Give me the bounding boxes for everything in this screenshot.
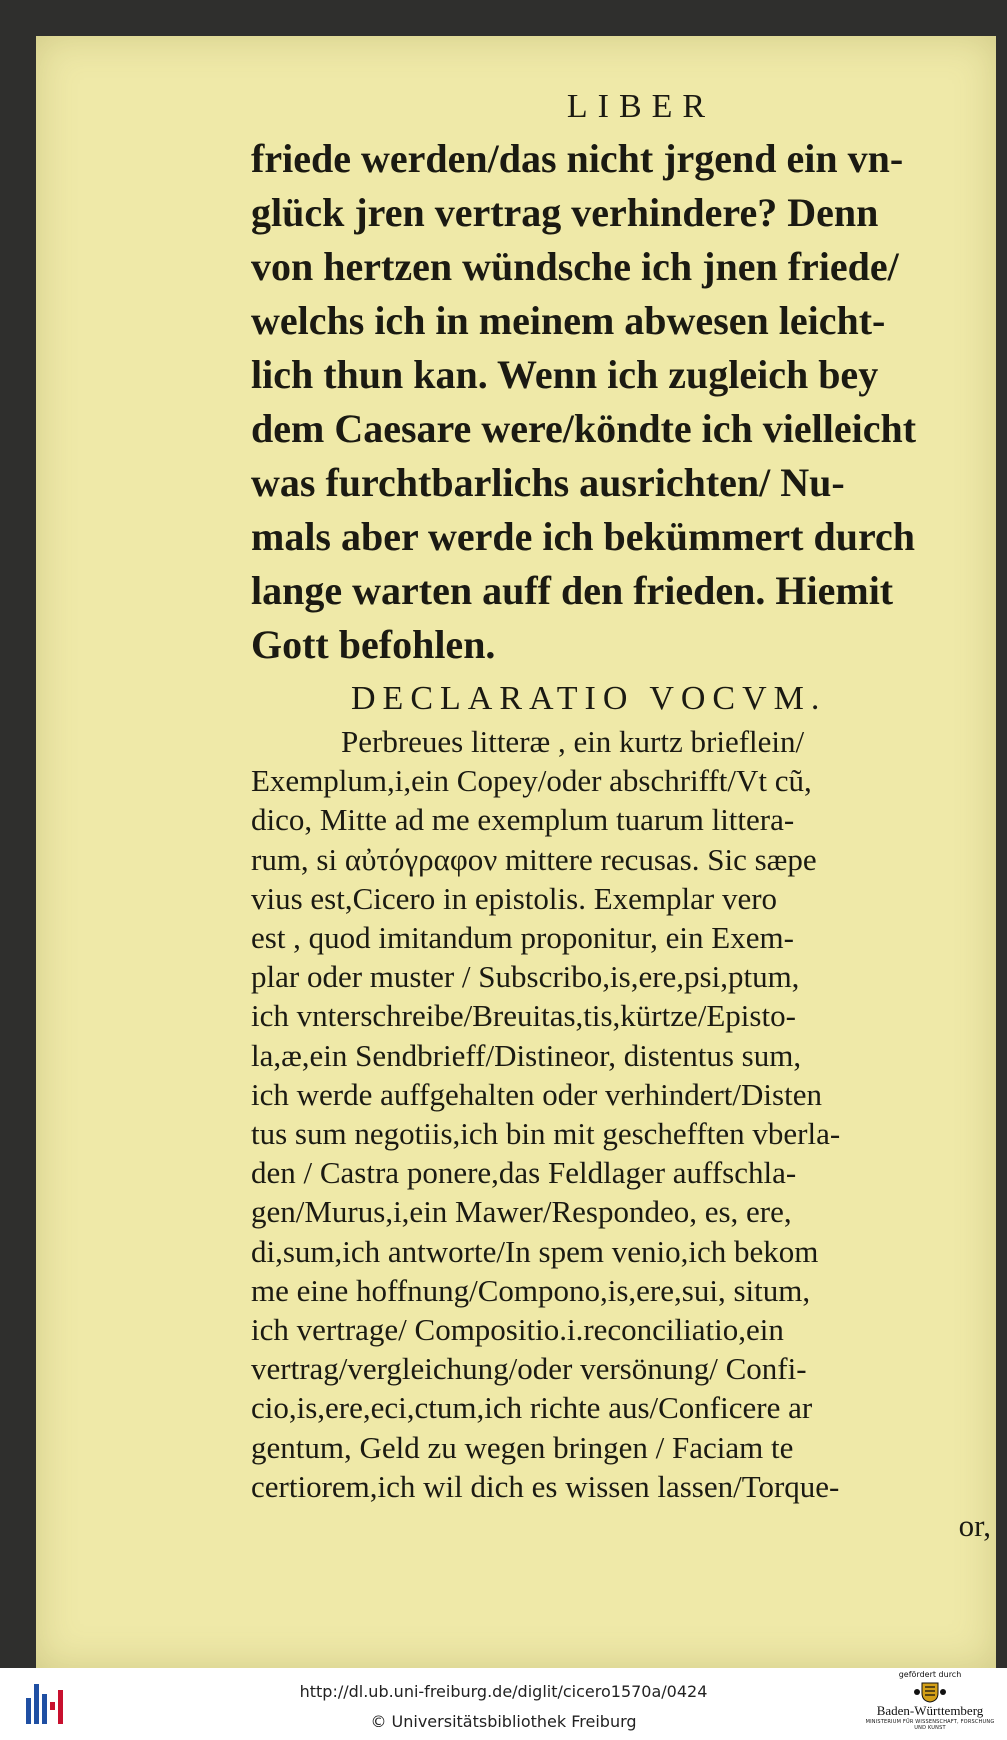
gothic-line: was furchtbarlichs ausrichten/ Nu- (251, 460, 845, 505)
text-line: ich werde auffgehalten oder verhindert/Disten (251, 1076, 822, 1112)
gothic-line: mals aber werde ich bekümmert durch (251, 514, 916, 559)
text-line: den / Castra ponere,das Feldlager auffschla- (251, 1155, 797, 1191)
text-line: ich vnterschreibe/Breuitas,tis,kürtze/Episto- (251, 998, 796, 1034)
sponsor-label: gefördert durch (898, 1670, 962, 1679)
gothic-letter-text (251, 132, 1007, 672)
text-line: est , quod imitandum proponitur, ein Exem- (251, 920, 794, 956)
text-line: plar oder muster / Subscribo,is,ere,psi,ptum, (251, 959, 800, 995)
baden-wuerttemberg-crest-icon (913, 1681, 947, 1703)
text-line: vius est,Cicero in epistolis. Exemplar vero (251, 880, 778, 916)
text-line: or, (958, 1508, 991, 1544)
sponsor-ministry: MINISTERIUM FÜR WISSENSCHAFT, FORSCHUNG UND KUNST (865, 1719, 995, 1731)
gothic-line: friede werden/das nicht jrgend ein vn- (251, 136, 904, 181)
text-line: dico, Mitte ad me exemplum tuarum littera- (251, 802, 795, 838)
document-url-link[interactable]: http://dl.ub.uni-freiburg.de/diglit/cicero1570a/0424 (299, 1682, 708, 1701)
text-line: cio,is,ere,eci,ctum,ich richte aus/Conficere ar (251, 1390, 813, 1426)
text-line: di,sum,ich antworte/In spem venio,ich bekom (251, 1233, 819, 1269)
copyright-notice: © Universitätsbibliothek Freiburg (370, 1712, 637, 1731)
text-line: me eine hoffnung/Compono,is,ere,sui, situm, (251, 1272, 811, 1308)
text-line: Perbreues litteræ , ein kurtz brieflein/ (341, 724, 805, 759)
gothic-line: dem Caesare were/köndte ich vielleicht (251, 406, 917, 451)
gothic-line: glück jren vertrag verhindere? Denn (251, 190, 879, 235)
viewer-footer (0, 1668, 1007, 1740)
text-line: gentum, Geld zu wegen bringen / Faciam te (251, 1429, 794, 1465)
gothic-line: lich thun kan. Wenn ich zugleich bey (251, 352, 879, 397)
text-line: vertrag/vergleichung/oder versönung/ Confi- (251, 1351, 807, 1387)
text-line: Exemplum,i,ein Copey/oder abschrifft/Vt cũ, (251, 763, 812, 799)
gothic-line: von hertzen wündsche ich jnen friede/ (251, 244, 899, 289)
running-header: LIBER (566, 88, 716, 125)
glossary-text (251, 722, 1007, 1545)
text-line: la,æ,ein Sendbrieff/Distineor, distentus sum, (251, 1037, 802, 1073)
text-line: gen/Murus,i,ein Mawer/Respondeo, es, ere, (251, 1194, 792, 1230)
text-line: ich vertrage/ Compositio.i.reconciliatio,ein (251, 1312, 784, 1348)
text-line: certiorem,ich wil dich es wissen lassen/Torque- (251, 1468, 840, 1504)
gothic-line: welchs ich in meinem abwesen leicht- (251, 298, 886, 343)
section-title: DECLARATIO VOCVM. (351, 680, 827, 717)
page-text (251, 88, 1007, 1545)
text-line: rum, si αὐτόγραφον mittere recusas. Sic sæpe (251, 841, 817, 877)
gothic-line: lange warten auff den frieden. Hiemit (251, 568, 894, 613)
sponsor-name: Baden-Württemberg (876, 1703, 984, 1718)
sponsor-block (860, 1670, 1000, 1738)
text-line: tus sum negotiis,ich bin mit geschefften vberla- (251, 1116, 841, 1152)
book-page (36, 36, 996, 1668)
gothic-line: Gott befohlen. (251, 622, 496, 667)
